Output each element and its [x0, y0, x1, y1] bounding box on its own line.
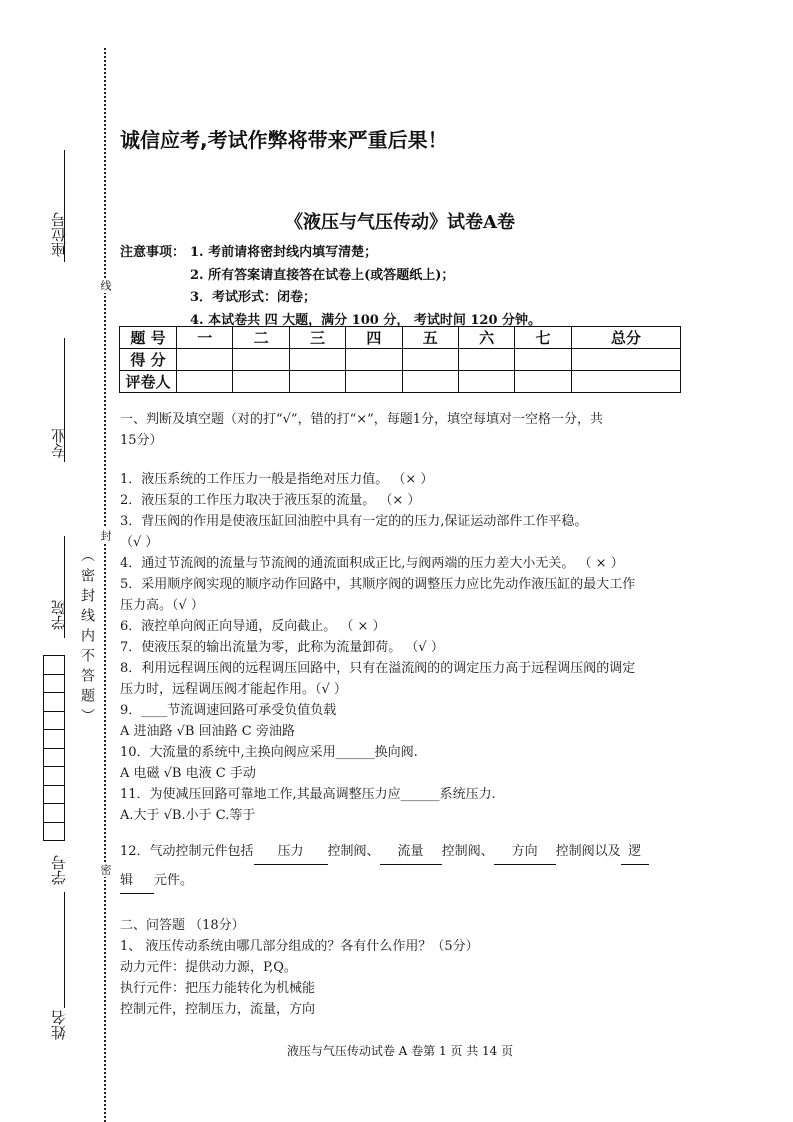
seal-seal-char: 封 — [99, 530, 112, 541]
q12-prefix: 12．气动控制元件包括 — [120, 844, 254, 859]
row-label-score: 得 分 — [120, 349, 177, 371]
grader-cell[interactable] — [571, 371, 680, 393]
major-label: 专业 — [50, 428, 68, 458]
section-one-questions — [120, 469, 680, 826]
q12-answer-logic: 逻 — [621, 840, 649, 865]
column-header: 一 — [177, 327, 233, 349]
q12-answer-direction: 方向 — [494, 840, 556, 865]
page-footer: 液压与气压传动试卷 A 卷第 1 页 共 14 页 — [286, 1044, 514, 1058]
grader-cell[interactable] — [402, 371, 458, 393]
seal-line-char: 线 — [99, 280, 112, 291]
question-5: 5．采用顺序阀实现的顺序动作回路中，其顺序阀的调整压力应比先动作液压缸的最大工作 — [120, 577, 636, 592]
question-10-options: A 电磁 √B 电液 C 手动 — [120, 766, 256, 781]
q12-text: 控制阀、 — [441, 844, 494, 859]
score-row — [120, 349, 681, 371]
score-cell[interactable] — [458, 349, 514, 371]
row-label-question: 题 号 — [120, 327, 177, 349]
notice-item: 1. 考前请将密封线内填写清楚； — [190, 245, 378, 260]
seal-note: （密封线内不答题） — [79, 548, 95, 728]
notice-label: 注意事项： — [120, 245, 186, 260]
question-11: 11．为使减压回路可靠地工作,其最高调整压力应______系统压力. — [120, 787, 496, 802]
section-two — [120, 915, 680, 1020]
seat-number-label: 座位号 — [50, 212, 68, 257]
q12-answer-logic-cont: 辑 — [120, 869, 154, 894]
column-header: 三 — [289, 327, 345, 349]
q12-text: 控制阀、 — [327, 844, 380, 859]
college-field[interactable] — [64, 536, 65, 638]
score-cell[interactable] — [515, 349, 571, 371]
q12-end: 元件。 — [154, 873, 194, 888]
question-5-cont: 压力高。（√ ） — [120, 598, 204, 613]
notice-item: 3．考试形式：闭卷； — [190, 290, 317, 305]
seal-dotted-line — [104, 48, 106, 1122]
question-12 — [120, 840, 680, 894]
student-id-boxes[interactable] — [43, 655, 65, 841]
score-cell[interactable] — [289, 349, 345, 371]
row-label-grader: 评卷人 — [120, 371, 177, 393]
grader-cell[interactable] — [289, 371, 345, 393]
question-3: 3．背压阀的作用是使液压缸回油腔中具有一定的的压力,保证运动部件工作平稳。 — [120, 514, 588, 529]
question-3-answer: （√ ） — [120, 535, 159, 550]
question-9: 9．____节流调速回路可承受负值负载 — [120, 703, 337, 718]
notice-item: 2. 所有答案请直接答在试卷上(或答题纸上)； — [190, 267, 455, 283]
score-cell[interactable] — [346, 349, 402, 371]
question-8: 8．利用远程调压阀的远程调压回路中，只有在溢流阀的的调定压力高于远程调压阀的调定 — [120, 661, 636, 676]
grader-cell[interactable] — [233, 371, 289, 393]
column-header: 总分 — [571, 327, 680, 349]
score-cell[interactable] — [233, 349, 289, 371]
section-heading: 一、判断及填空题（对的打“√”，错的打“×”，每题1分，填空每填对一空格一分，共 — [120, 412, 604, 427]
essay-question-1: 1、 液压传动系统由哪几部分组成的？各有什么作用？（5分） — [120, 939, 479, 954]
name-field[interactable] — [64, 892, 65, 1008]
question-10: 10．大流量的系统中,主换向阀应采用______换向阀. — [120, 745, 418, 760]
section-one — [120, 409, 680, 451]
question-2: 2．液压泵的工作压力取决于液压泵的流量。 （× ） — [120, 493, 421, 508]
name-label: 姓名 — [50, 1010, 68, 1040]
seat-number-field[interactable] — [64, 150, 65, 262]
column-header: 四 — [346, 327, 402, 349]
question-4: 4．通过节流阀的流量与节流阀的通流面积成正比,与阀两端的压力差大小无关。 （ × ） — [120, 556, 624, 571]
section-heading: 15分） — [120, 433, 163, 448]
integrity-warning: 诚信应考,考试作弊将带来严重后果！ — [120, 128, 448, 152]
grader-cell[interactable] — [177, 371, 233, 393]
column-header: 七 — [515, 327, 571, 349]
grader-cell[interactable] — [346, 371, 402, 393]
q12-answer-pressure: 压力 — [254, 840, 328, 865]
grader-cell[interactable] — [458, 371, 514, 393]
section-heading: 二、问答题 （18分） — [120, 918, 245, 933]
question-7: 7．使液压泵的输出流量为零，此称为流量卸荷。 （√ ） — [120, 640, 444, 655]
major-field[interactable] — [64, 338, 65, 462]
question-11-options: A.大于 √B.小于 C.等于 — [120, 808, 256, 823]
column-header: 六 — [458, 327, 514, 349]
exam-notice — [120, 242, 541, 332]
grader-row — [120, 371, 681, 393]
seal-secret-char: 密 — [99, 864, 112, 875]
q12-answer-flow: 流量 — [380, 840, 442, 865]
student-id-label: 学号 — [50, 855, 68, 885]
score-cell[interactable] — [571, 349, 680, 371]
score-cell[interactable] — [177, 349, 233, 371]
q12-text: 控制阀以及 — [555, 844, 621, 859]
answer-line: 动力元件：提供动力源，P,Q。 — [120, 960, 297, 975]
notice-item: 4. 本试卷共 四 大题，满分 100 分， 考试时间 120 分钟。 — [190, 312, 542, 328]
score-cell[interactable] — [402, 349, 458, 371]
question-6: 6．液控单向阀正向导通，反向截止。 （ × ） — [120, 619, 386, 634]
question-8-cont: 压力时，远程调压阀才能起作用。（√ ） — [120, 682, 347, 697]
score-table — [119, 326, 681, 393]
exam-title: 《液压与气压传动》试卷A卷 — [285, 212, 515, 233]
college-label: 学院 — [50, 600, 68, 630]
grader-cell[interactable] — [515, 371, 571, 393]
score-table-header-row — [120, 327, 681, 349]
column-header: 五 — [402, 327, 458, 349]
answer-line: 执行元件：把压力能转化为机械能 — [120, 981, 316, 996]
question-1: 1．液压系统的工作压力一般是指绝对压力值。 （× ） — [120, 472, 434, 487]
question-9-options: A 进油路 √B 回油路 C 旁油路 — [120, 724, 295, 739]
column-header: 二 — [233, 327, 289, 349]
answer-line: 控制元件，控制压力，流量，方向 — [120, 1002, 316, 1017]
